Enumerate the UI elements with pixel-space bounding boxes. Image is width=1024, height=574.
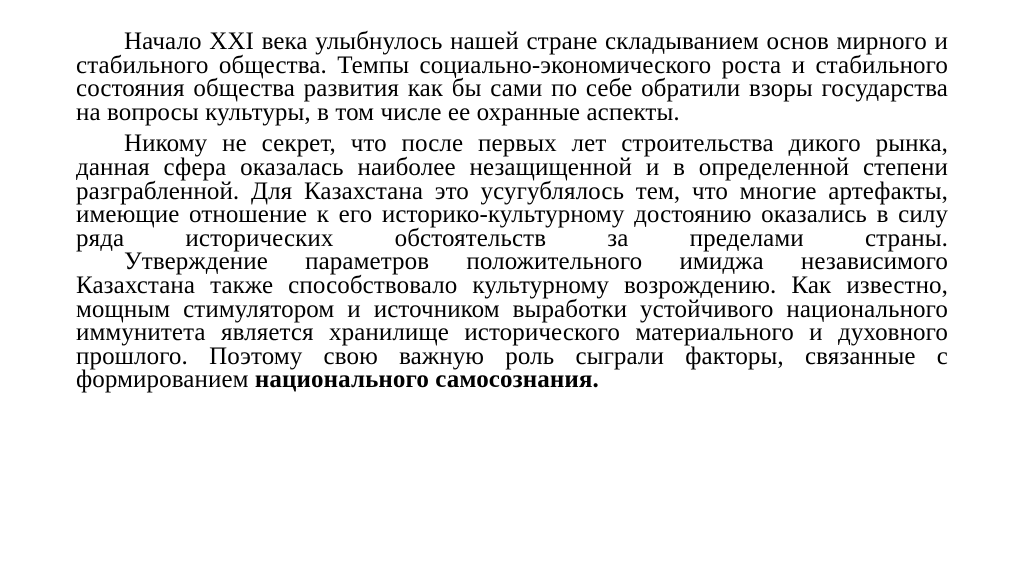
paragraph-3 bbox=[76, 250, 948, 392]
slide-text-block bbox=[76, 30, 948, 392]
paragraph-1: Начало XXI века улыбнулось нашей стране складыванием основ мирного и стабильного общества. Темпы социально-экономического роста и стабильного состояния общества развития как бы сами по себе обратили взоры государства на вопросы культуры, в том числе ее охранные аспекты. bbox=[76, 28, 948, 126]
paragraph-3-text: Утверждение параметров положительного имиджа независимого Казахстана также способствовало культурному возрождению. Как известно, мощным стимулятором и источником выработки устойчивого национального иммунитета является хранилище исторического материального и духовного прошлого. Поэтому свою важную роль сыграли факторы, связанные с формированием bbox=[76, 248, 948, 394]
paragraph-3-bold-tail: национального самосознания. bbox=[254, 366, 599, 394]
paragraph-2: Никому не секрет, что после первых лет строительства дикого рынка, данная сфера оказалась наиболее незащищенной и в определенной степени разграбленной. Для Казахстана это усугублялось тем, что многие артефакты, имеющие отношение к его историко-культурному достоянию оказались в силу ряда исторических обстоятельств за пределами страны. bbox=[76, 130, 948, 252]
